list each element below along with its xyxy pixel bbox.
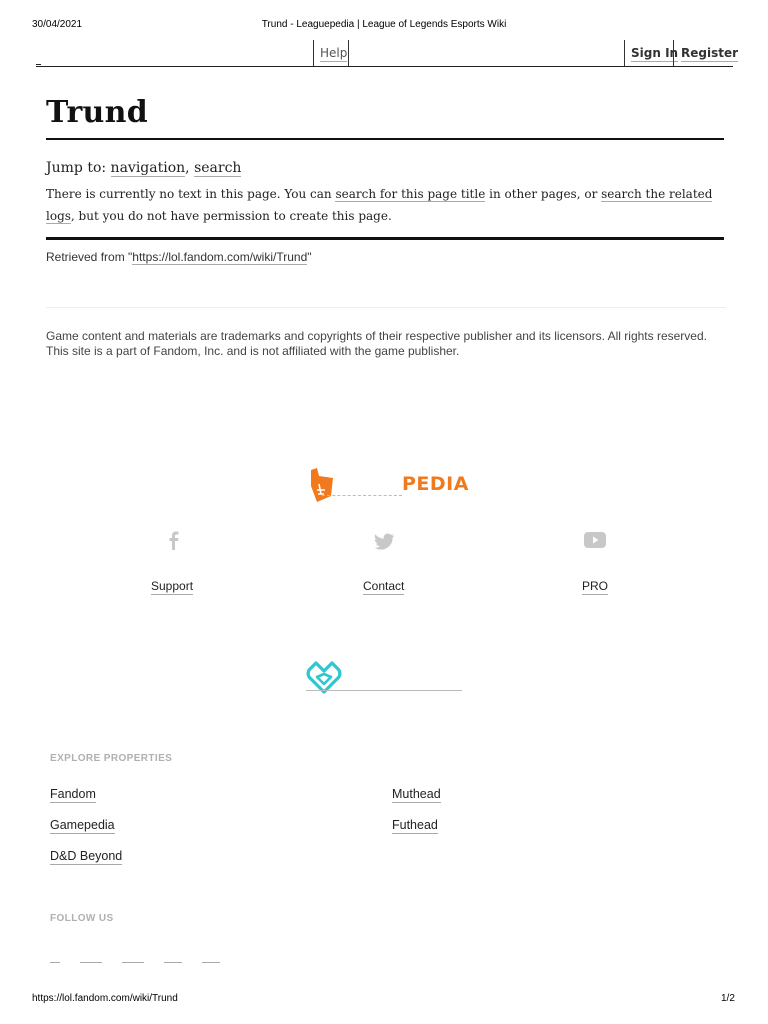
search-page-title-link[interactable]: search for this page title — [335, 187, 486, 201]
jump-separator: , — [185, 160, 190, 176]
explore-properties-heading: EXPLORE PROPERTIES — [50, 753, 173, 764]
footer-divider — [46, 307, 726, 308]
support-link[interactable]: Support — [151, 579, 194, 593]
legal-line-1: Game content and materials are trademarks and copyrights of their respective publisher and its licensors. All rights reserved. — [46, 329, 707, 343]
retrieved-suffix: " — [307, 250, 312, 264]
no-text-message — [46, 183, 726, 227]
register-link[interactable]: Register — [681, 46, 739, 60]
notext-text: , but you do not have permission to create this page. — [70, 209, 392, 223]
follow-us-heading: FOLLOW US — [50, 913, 114, 924]
topbar-divider — [348, 40, 349, 66]
gamepedia-icon — [307, 466, 337, 504]
dnd-beyond-link[interactable]: D&D Beyond — [50, 849, 123, 863]
print-title: Trund - Leaguepedia | League of Legends Esports Wiki — [261, 19, 507, 30]
muthead-link[interactable]: Muthead — [392, 787, 441, 801]
youtube-icon[interactable] — [583, 528, 607, 552]
retrieved-prefix: Retrieved from " — [46, 250, 133, 264]
notext-text: in other pages, or — [485, 187, 602, 201]
legal-notice — [46, 329, 726, 358]
follow-link[interactable] — [80, 962, 102, 963]
topbar-rule — [36, 66, 733, 67]
fandom-logo-underline — [306, 690, 462, 691]
topbar-tick — [36, 64, 41, 65]
follow-link[interactable] — [50, 962, 60, 963]
search-related-logs-link[interactable]: search the related logs — [46, 187, 713, 223]
gamepedia-logo-text: PEDIA — [402, 473, 469, 495]
contact-link[interactable]: Contact — [363, 579, 405, 593]
title-rule — [46, 138, 724, 140]
sign-in-link[interactable]: Sign In — [631, 46, 679, 60]
content-rule — [46, 237, 724, 240]
jump-to-label: Jump to: — [46, 160, 107, 176]
fandom-link[interactable]: Fandom — [50, 787, 96, 801]
jump-navigation-link[interactable]: navigation — [110, 160, 186, 176]
facebook-icon[interactable] — [162, 528, 186, 552]
legal-line-2: This site is a part of Fandom, Inc. and is not affiliated with the game publisher. — [46, 343, 460, 358]
pro-link[interactable]: PRO — [582, 579, 609, 593]
follow-link[interactable] — [164, 962, 182, 963]
topbar-divider — [313, 40, 314, 66]
follow-link[interactable] — [122, 962, 144, 963]
futhead-link[interactable]: Futhead — [392, 818, 438, 832]
gamepedia-logo-underline — [322, 495, 402, 496]
notext-text: There is currently no text in this page. You can — [46, 187, 336, 201]
retrieved-url-link[interactable]: https://lol.fandom.com/wiki/Trund — [132, 250, 308, 264]
topbar-divider — [624, 40, 625, 66]
jump-search-link[interactable]: search — [194, 160, 242, 176]
print-footer-url: https://lol.fandom.com/wiki/Trund — [32, 993, 178, 1004]
twitter-icon[interactable] — [372, 530, 396, 554]
print-date: 30/04/2021 — [32, 19, 83, 30]
topbar-divider — [673, 40, 674, 66]
help-link[interactable]: Help — [320, 46, 348, 60]
follow-link[interactable] — [202, 962, 220, 963]
jump-to — [46, 160, 241, 176]
retrieved-from — [46, 250, 312, 264]
gamepedia-link[interactable]: Gamepedia — [50, 818, 115, 832]
print-footer-page: 1/2 — [721, 993, 735, 1004]
page-title: Trund — [46, 95, 149, 130]
